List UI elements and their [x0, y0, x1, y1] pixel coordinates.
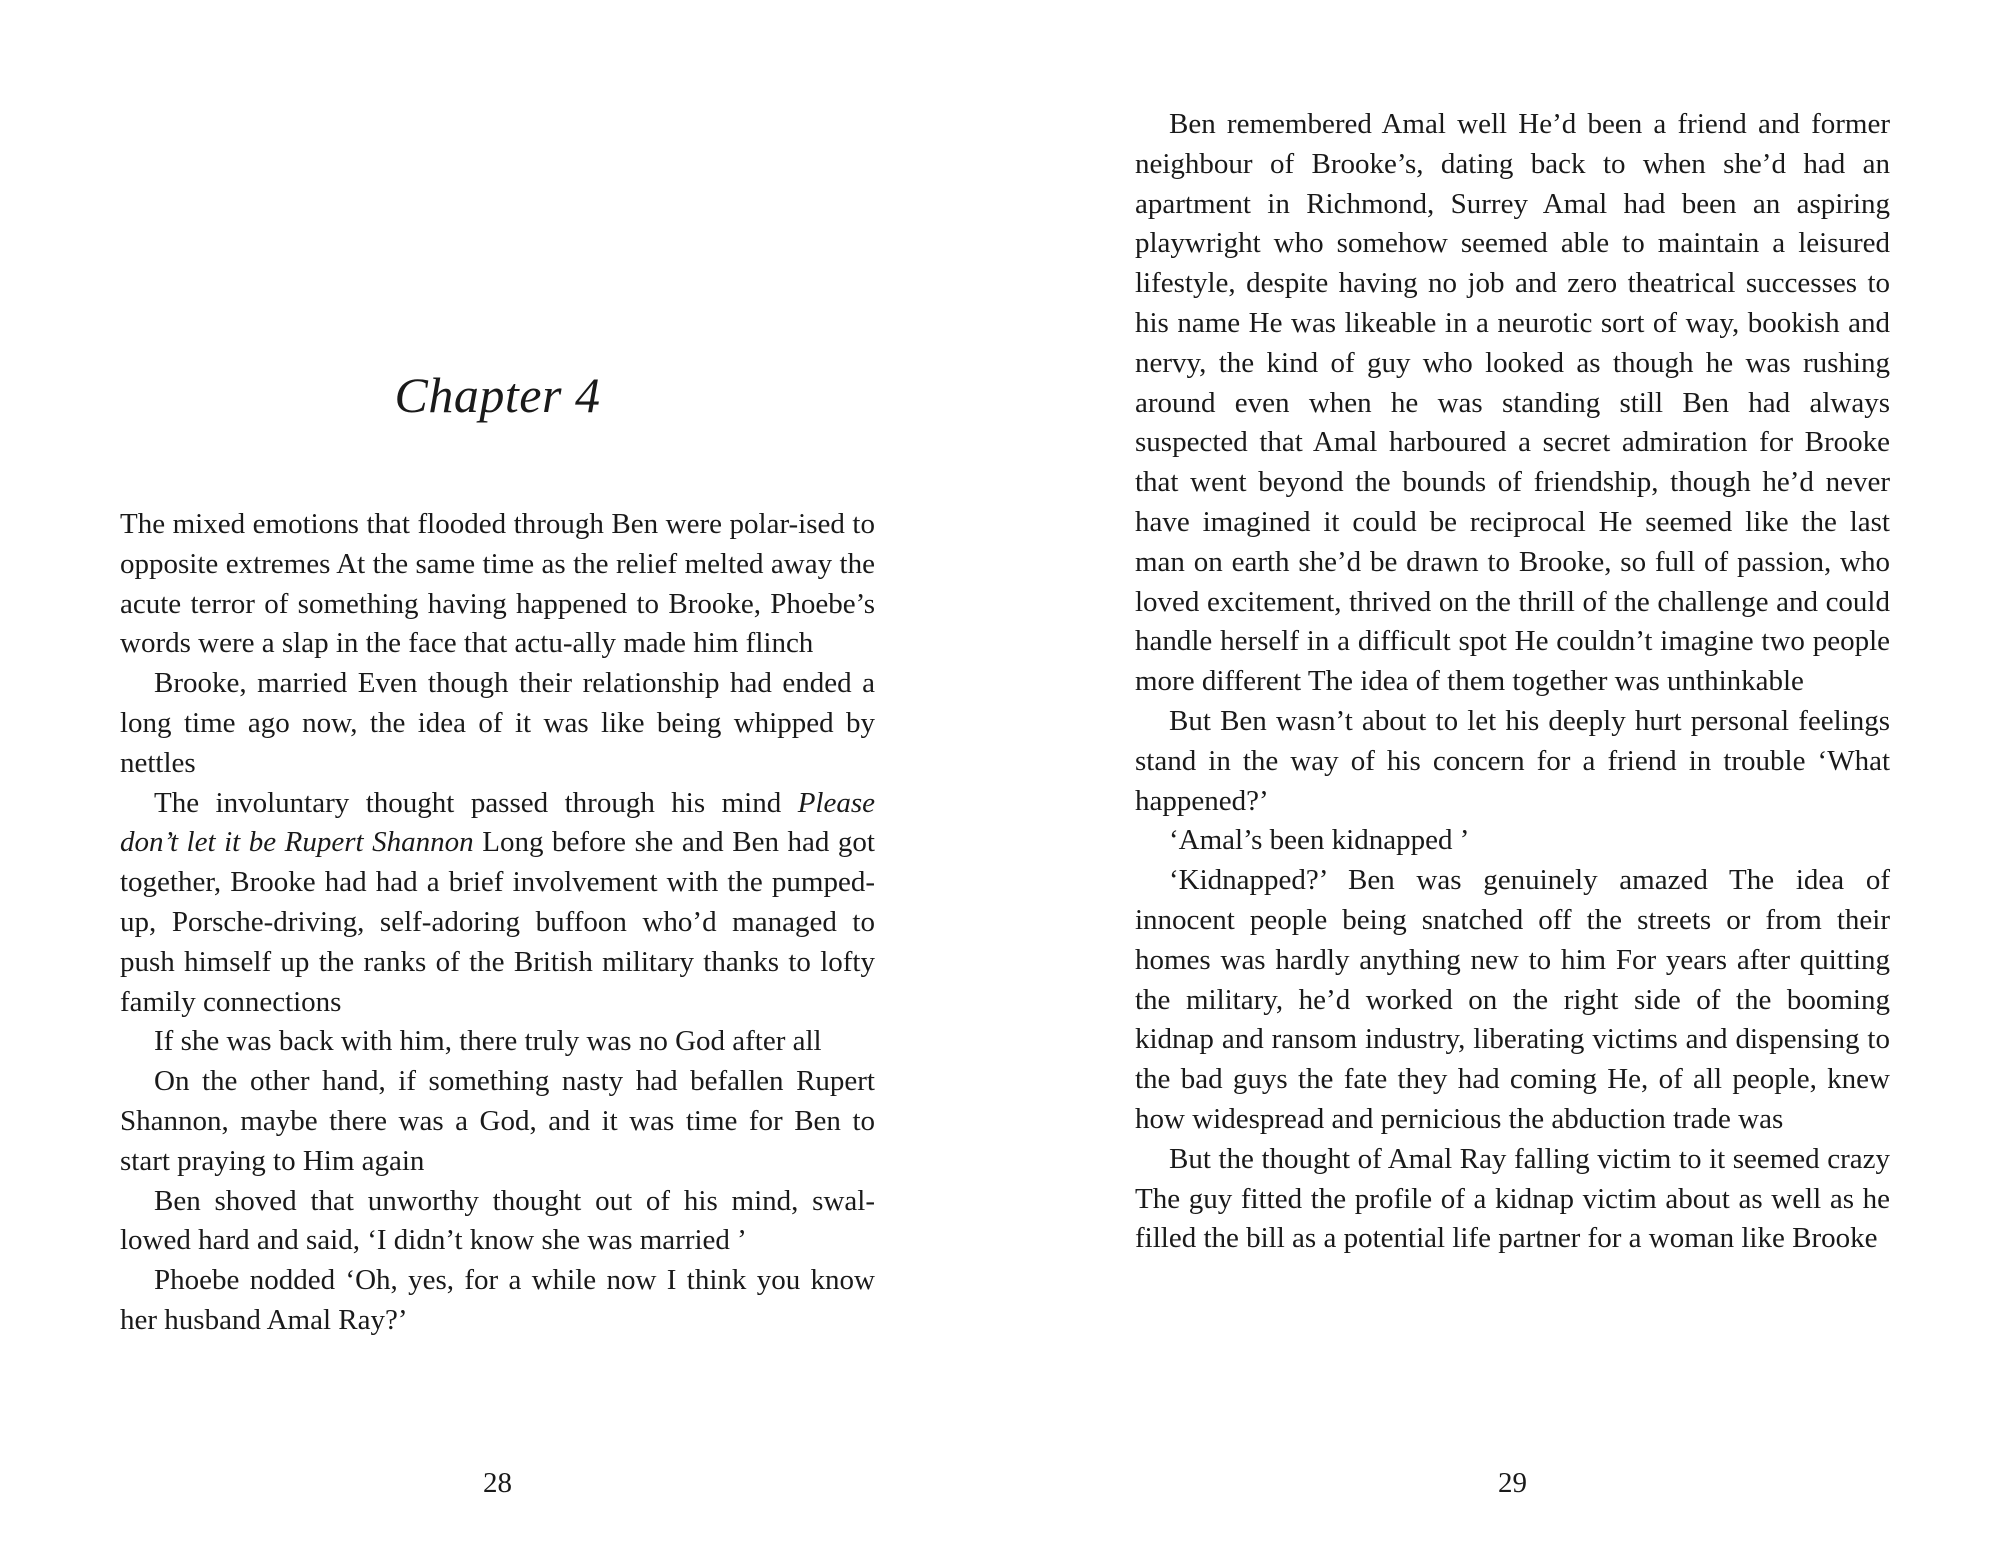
paragraph: ‘Kidnapped?’ Ben was genuinely amazed The idea of innocent people being snatched off the streets or from their homes was hardly anything new to him For years after quitting the military, he’d worked on the right side of the booming kidnap and ransom industry, liberating victims and dispensing to the bad guys the fate they had coming He, of all people, knew how widespread and pernicious the abduction trade was — [1135, 864, 1890, 1135]
left-page-text — [120, 505, 875, 1341]
paragraph: But Ben wasn’t about to let his deeply hurt personal feelings stand in the way of his concern for a friend in trouble ‘What happened?’ — [1135, 704, 1890, 817]
italic-thought: Please don’t let it be Rupert Shannon — [120, 786, 875, 859]
paragraph: But the thought of Amal Ray falling victim to it seemed crazy The guy fitted the profile of a kidnap victim about as well as he filled the bill as a potential life partner for a woman like Brooke — [1135, 1142, 1890, 1255]
paragraph-text: The involuntary thought passed through his mind — [154, 786, 798, 819]
paragraph: Ben shoved that unworthy thought out of his mind, swal-lowed hard and said, ‘I didn’t know she was married ’ — [120, 1184, 875, 1257]
paragraph: If she was back with him, there truly was no God after all — [154, 1025, 822, 1058]
paragraph: Brooke, married Even though their relationship had ended a long time ago now, the idea of it was like being whipped by nettles — [120, 667, 875, 779]
paragraph: Ben remembered Amal well He’d been a friend and former neighbour of Brooke’s, dating back to when she’d had an apartment in Richmond, Surrey Amal had been an aspiring playwright who somehow seemed able to maintain a leisured lifestyle, despite having no job and zero theatrical successes to his name He was likeable in a neurotic sort of way, bookish and nervy, the kind of guy who looked as though he was rushing around even when he was standing still Ben had always suspected that Amal harboured a secret admiration for Brooke that went beyond the bounds of friendship, though he’d never have imagined it could be reciprocal He seemed like the last man on earth she’d be drawn to Brooke, so full of passion, who loved excitement, thrived on the thrill of the challenge and could handle herself in a difficult spot He couldn’t imagine two people more different The idea of them together was unthinkable — [1135, 108, 1890, 698]
paragraph — [120, 784, 875, 1023]
paragraph: ‘Amal’s been kidnapped ’ — [1169, 824, 1470, 857]
chapter-title: Chapter 4 — [394, 367, 601, 423]
left-page — [120, 0, 875, 1560]
right-page — [1135, 0, 1890, 1560]
paragraph: The mixed emotions that flooded through Ben were polar-ised to opposite extremes At the same time as the relief melted away the acute terror of something having happened to Brooke, Phoebe’s words were a slap in the face that actu-ally made him flinch — [120, 508, 875, 660]
paragraph: Phoebe nodded ‘Oh, yes, for a while now I think you know her husband Amal Ray?’ — [120, 1264, 875, 1336]
page-number: 29 — [1498, 1467, 1527, 1499]
paragraph: On the other hand, if something nasty had befallen Rupert Shannon, maybe there was a God, and it was time for Ben to start praying to Him again — [120, 1065, 875, 1177]
right-page-text — [1135, 105, 1890, 1259]
paragraph-text: Long before she and Ben had got together, Brooke had had a brief involvement with the pumped-up, Porsche-driving, self-adoring buffoon who’d managed to push himself up the ranks of the British military thanks to lofty family connections — [120, 826, 875, 1018]
page-number: 28 — [483, 1467, 512, 1499]
